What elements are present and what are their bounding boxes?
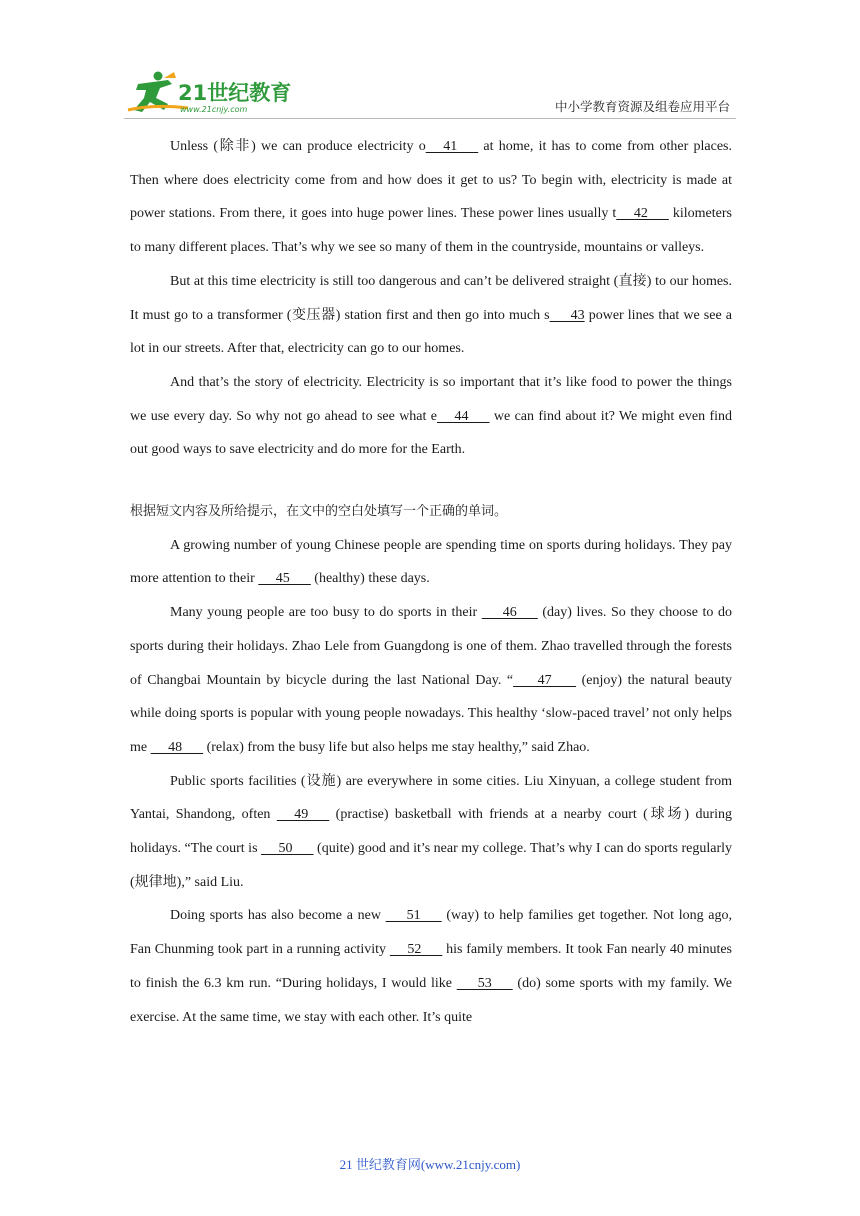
paragraph-text: kilometers to many different places. That’s why we see so many of them in the countryside, mountains or valleys. bbox=[130, 206, 732, 256]
paragraph-text: power lines that we see a lot in our streets. After that, electricity can go to our homes. bbox=[130, 307, 732, 357]
svg-text:21世纪教育: 21世纪教育 bbox=[178, 81, 292, 105]
paragraph-text: Unless (除非) we can produce electricity o bbox=[170, 139, 426, 154]
paragraph-text: (healthy) these days. bbox=[310, 571, 430, 587]
answer-blank[interactable]: 48 bbox=[150, 739, 204, 755]
paragraph-text: But at this time electricity is still too dangerous and can’t be delivered straight (直接) to our homes. It must go to a transformer (变压器) station first and then go into much s bbox=[130, 273, 732, 323]
answer-blank[interactable]: 41 bbox=[425, 139, 479, 154]
paragraph-text: And that’s the story of electricity. Electricity is so important that it’s like food to power the things we use every day. So why not go ahead to see what e bbox=[130, 374, 732, 424]
paragraph bbox=[130, 765, 732, 900]
paragraph-text: Public sports facilities (设施) are everywhere in some cities. Liu Xinyuan, a college student from Yantai, Shandong, often bbox=[130, 773, 732, 823]
answer-blank[interactable]: 50 bbox=[261, 841, 314, 857]
answer-blank[interactable]: 44 bbox=[437, 408, 490, 424]
paragraph bbox=[130, 899, 732, 1034]
paragraph bbox=[130, 596, 732, 765]
paragraph-text: A growing number of young Chinese people are spending time on sports during holidays. They pay more attention to their bbox=[130, 537, 732, 587]
svg-text:www.21cnjy.com: www.21cnjy.com bbox=[180, 105, 248, 114]
paragraph-text: (enjoy) the natural beauty while doing sports is popular with young people nowadays. This healthy ‘slow-paced travel’ not only helps me bbox=[130, 672, 732, 755]
answer-blank[interactable]: 46 bbox=[481, 605, 538, 621]
paragraph bbox=[130, 529, 732, 596]
answer-blank[interactable]: 42 bbox=[616, 206, 669, 222]
answer-blank[interactable]: 53 bbox=[456, 975, 513, 991]
section-gap bbox=[130, 467, 732, 495]
page-header bbox=[0, 0, 860, 120]
passage-electricity bbox=[130, 130, 732, 467]
paragraph-text: Many young people are too busy to do sports in their bbox=[170, 605, 482, 621]
paragraph-text: at home, it has to come from other places. Then where does electricity come from and how does it get to us? To begin with, electricity is made at power stations. From there, it goes into huge power lines. These power lines usually t bbox=[130, 139, 732, 222]
paragraph-text: (do) some sports with my family. We exercise. At the same time, we stay with each other. It’s quite bbox=[130, 975, 732, 1025]
paragraph-text: we can find about it? We might even find out good ways to save electricity and do more for the Earth. bbox=[130, 408, 732, 458]
answer-blank[interactable]: 43 bbox=[549, 307, 585, 323]
instruction: 根据短文内容及所给提示，在文中的空白处填写一个正确的单词。 bbox=[130, 504, 508, 520]
paragraph bbox=[130, 265, 732, 366]
page-footer: 21 世纪教育网(www.21cnjy.com) bbox=[339, 1157, 521, 1172]
paragraph-text: (practise) basketball with friends at a nearby court (球场) during holidays. “The court is bbox=[130, 807, 732, 857]
paragraph bbox=[130, 130, 732, 265]
document-body bbox=[130, 130, 732, 1034]
answer-blank[interactable]: 49 bbox=[276, 807, 330, 823]
header-divider bbox=[124, 118, 736, 119]
paragraph-text: (day) lives. So they choose to do sports during their holidays. Zhao Lele from Guangdong is one of them. Zhao travelled through the forests of Changbai Mountain by bicycle during the last National Day. “ bbox=[130, 605, 732, 688]
logo-21cnjy bbox=[124, 70, 294, 116]
answer-blank[interactable]: 47 bbox=[513, 672, 577, 688]
answer-blank[interactable]: 45 bbox=[258, 571, 311, 587]
paragraph-text: Doing sports has also become a new bbox=[170, 908, 386, 924]
paragraph bbox=[130, 366, 732, 467]
paragraph-text: his family members. It took Fan nearly 40 minutes to finish the 6.3 km run. “During holidays, I would like bbox=[130, 942, 732, 991]
paragraph-text: (relax) from the busy life but also helps me stay healthy,” said Zhao. bbox=[203, 739, 590, 755]
site-name: 中小学教育资源及组卷应用平台 bbox=[554, 99, 730, 114]
answer-blank[interactable]: 51 bbox=[385, 908, 442, 924]
paragraph-text: (quite) good and it’s near my college. That’s why I can do sports regularly (规律地),” said Liu. bbox=[130, 841, 732, 890]
passage-sports bbox=[130, 529, 732, 1035]
answer-blank[interactable]: 52 bbox=[389, 942, 443, 958]
paragraph-text: (way) to help families get together. Not long ago, Fan Chunming took part in a running activity bbox=[130, 908, 732, 958]
